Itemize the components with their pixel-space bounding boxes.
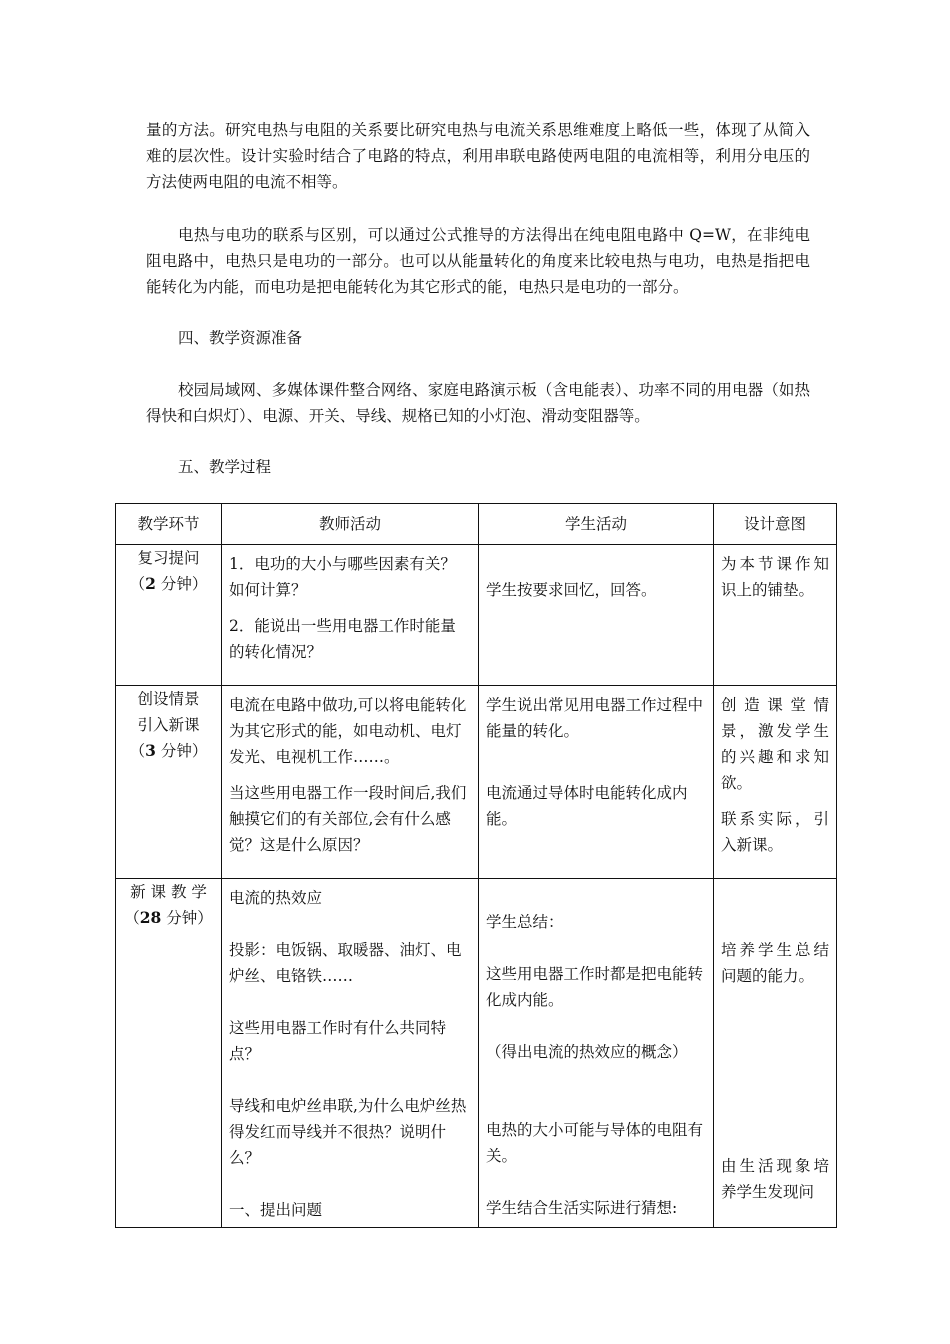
intent-cell [714, 879, 837, 1228]
stage-time: （3 分钟） [129, 741, 208, 760]
student-text: 电热的大小可能与导体的电阻有关。 [486, 1121, 704, 1165]
stage-label: 复习提问 [137, 549, 200, 567]
intro-paragraph-2: 电热与电功的联系与区别，可以通过公式推导的方法得出在纯电阻电路中 Q=W，在非纯电阻电路中，电热只是电功的一部分。也可以从能量转化的角度来比较电热与电功，电热是指把电能转化为内能，而电功是把电能转化为其它形式的能，电热只是电功的一部分。 [146, 226, 810, 296]
stage-cell [116, 686, 222, 879]
stage-label: 创设情景 [137, 690, 200, 708]
student-cell [479, 545, 714, 686]
table-header-row [116, 504, 837, 545]
teacher-text: 导线和电炉丝串联,为什么电炉丝热得发红而导线并不很热？说明什么？ [229, 1097, 467, 1167]
student-cell [479, 879, 714, 1228]
stage-cell [116, 879, 222, 1228]
table-row [116, 545, 837, 686]
section-heading-resources: 四、教学资源准备 [178, 329, 303, 347]
student-text: 学生结合生活实际进行猜想: [486, 1199, 678, 1217]
resources-paragraph: 校园局域网、多媒体课件整合网络、家庭电路演示板（含电能表）、功率不同的用电器（如热得快和白炽灯）、电源、开关、导线、规格已知的小灯泡、滑动变阻器等。 [146, 381, 810, 425]
student-text: 学生说出常见用电器工作过程中能量的转化。 [486, 696, 704, 740]
header-teacher: 教师活动 [222, 504, 479, 545]
intent-text: 联系实际，引入新课。 [721, 810, 829, 854]
teacher-text: 投影：电饭锅、取暖器、油灯、电炉丝、电铬铁…… [229, 941, 462, 985]
teacher-cell [222, 879, 479, 1228]
student-text: （得出电流的热效应的概念） [486, 1043, 688, 1061]
stage-time: （28 分钟） [124, 908, 213, 927]
student-text: 电流通过导体时电能转化成内能。 [486, 784, 688, 828]
intent-text: 为本节课作知识上的铺垫。 [721, 555, 829, 599]
teacher-text: 电流的热效应 [229, 889, 323, 907]
intent-text: 培养学生总结问题的能力。 [721, 941, 829, 985]
header-student: 学生活动 [479, 504, 714, 545]
teacher-text: 2．能说出一些用电器工作时能量的转化情况？ [229, 617, 456, 661]
table-row [116, 879, 837, 1228]
header-stage: 教学环节 [116, 504, 222, 545]
table-row [116, 686, 837, 879]
stage-time: （2 分钟） [129, 574, 208, 593]
intent-text: 由生活现象培养学生发现问 [721, 1157, 829, 1201]
intent-cell [714, 686, 837, 879]
student-text: 学生按要求回忆，回答。 [486, 581, 657, 599]
student-cell [479, 686, 714, 879]
student-text: 这些用电器工作时都是把电能转化成内能。 [486, 965, 704, 1009]
teacher-text: 这些用电器工作时有什么共同特点？ [229, 1019, 447, 1063]
lesson-table [115, 503, 837, 1228]
teacher-text: 当这些用电器工作一段时间后,我们触摸它们的有关部位,会有什么感觉？这是什么原因？ [229, 784, 467, 854]
header-intent: 设计意图 [714, 504, 837, 545]
teacher-cell [222, 545, 479, 686]
teacher-text: 电流在电路中做功,可以将电能转化为其它形式的能，如电动机、电灯发光、电视机工作……。 [229, 696, 467, 766]
intent-text: 创造课堂情景，激发学生的兴趣和求知欲。 [721, 696, 829, 792]
stage-label: 引入新课 [137, 716, 200, 734]
stage-cell [116, 545, 222, 686]
student-text: 学生总结： [486, 913, 564, 931]
section-heading-process: 五、教学过程 [178, 458, 272, 476]
teacher-cell [222, 686, 479, 879]
stage-label: 新 课 教 学 [130, 883, 207, 901]
teacher-text: 1．电功的大小与哪些因素有关？如何计算？ [229, 555, 456, 599]
teacher-text: 一、提出问题 [229, 1201, 323, 1219]
intent-cell [714, 545, 837, 686]
intro-paragraph-1: 量的方法。研究电热与电阻的关系要比研究电热与电流关系思维难度上略低一些，体现了从简入难的层次性。设计实验时结合了电路的特点，利用串联电路使两电阻的电流相等，利用分电压的方法使两电阻的电流不相等。 [146, 121, 810, 191]
